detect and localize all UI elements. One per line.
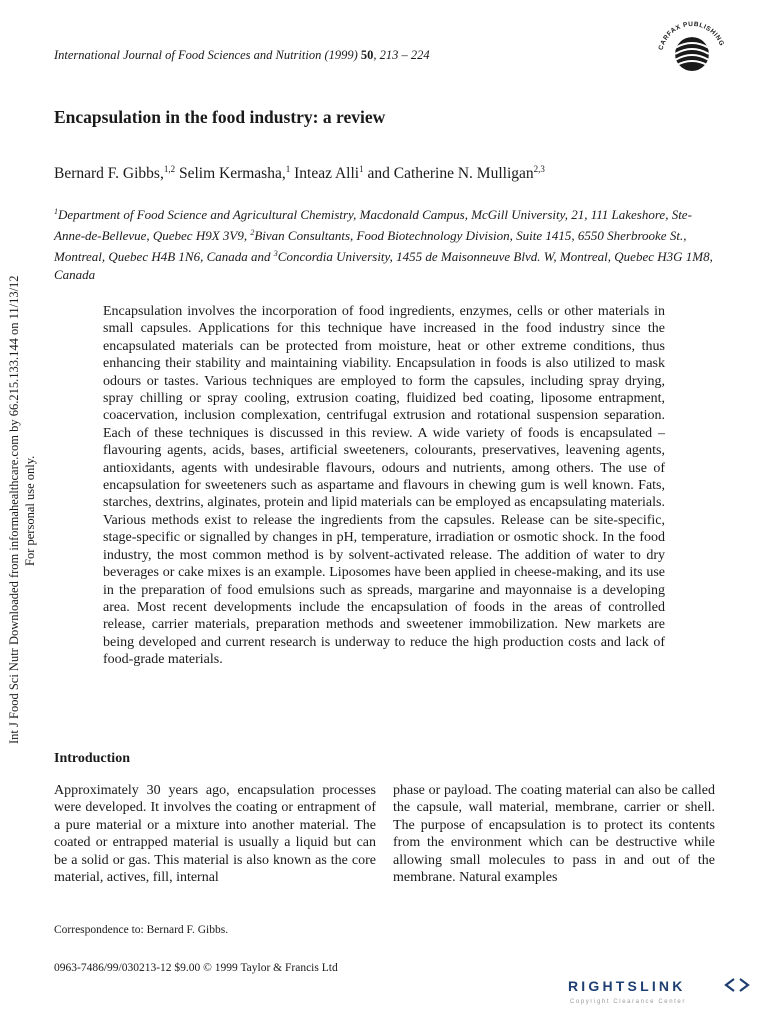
download-notice: Int J Food Sci Nutr Downloaded from informahealthcare.com by 66.215.133.144 on 11/13/12 <box>7 276 21 744</box>
affiliation-marker: 3 <box>273 249 278 258</box>
rightslink-text: RIGHTSLINK <box>568 978 686 994</box>
journal-citation <box>54 48 430 63</box>
journal-volume: 50 <box>360 48 374 62</box>
affiliation-text: Bivan Consultants, Food Biotechnology Division, Suite 1415, 6550 Sherbrooke St., Montreal, Quebec H4B 1N6, Canada and <box>54 228 687 264</box>
publisher-logo-text: CARFAX PUBLISHING <box>657 20 726 51</box>
article-title: Encapsulation in the food industry: a review <box>54 107 386 127</box>
author-list <box>54 164 545 183</box>
affiliation-marker: 1 <box>54 207 58 216</box>
journal-name: International Journal of Food Sciences and Nutrition (1999) <box>54 48 358 62</box>
rightslink-subtext: Copyright Clearance Center <box>570 999 686 1005</box>
affiliation-text: Department of Food Science and Agricultural Chemistry, Macdonald Campus, McGill University, 21, 111 Lakeshore, Ste-Anne-de-Bellevue, Quebec H9X 3V9, <box>54 207 692 243</box>
rightslink-logo[interactable] <box>568 976 752 1016</box>
copyright-footer: 0963-7486/99/030213-12 $9.00 © 1999 Taylor & Francis Ltd <box>54 962 338 974</box>
affiliation-marker: 2 <box>250 228 255 237</box>
author-affiliation-marker: 1 <box>359 164 364 174</box>
correspondence-note: Correspondence to: Bernard F. Gibbs. <box>54 924 229 936</box>
author-affiliation-marker: 1,2 <box>163 164 176 174</box>
download-watermark <box>5 276 45 746</box>
affiliations <box>54 203 714 284</box>
rightslink-arrow-icon <box>726 979 748 991</box>
personal-use-notice: For personal use only. <box>23 455 37 566</box>
author-name: and Catherine N. Mulligan <box>363 165 534 182</box>
journal-pages: , 213 – 224 <box>373 48 430 62</box>
author-affiliation-marker: 1 <box>285 164 291 174</box>
author-name: Bernard F. Gibbs, <box>54 165 164 182</box>
carfax-globe-logo <box>650 8 734 92</box>
body-column-right: phase or payload. The coating material can also be called the capsule, wall material, membrane, carrier or shell. The purpose of encapsulation is to protect its contents from the environment which can be destructive while allowing small molecules to pass in and out of the membrane. Natural examples <box>393 783 715 886</box>
author-name: Selim Kermasha, <box>175 165 286 182</box>
author-affiliation-marker: 2,3 <box>533 164 545 174</box>
section-heading: Introduction <box>54 751 130 766</box>
author-name: Inteaz Alli <box>290 165 360 182</box>
abstract: Encapsulation involves the incorporation of food ingredients, enzymes, cells or other materials in small capsules. Applications for this technique have increased in the food industry since the encapsulated materials can be protected from moisture, heat or other extreme conditions, thus enhancing their stability and maintaining viability. Encapsulation in foods is also utilized to mask odours or tastes. Various techniques are employed to form the capsules, including spray drying, spray chilling or spray cooling, extrusion coating, fluidized bed coating, liposome entrapment, coacervation, inclusion complexation, centrifugal extrusion and rotational suspension separation. Each of these techniques is discussed in this review. A wide variety of foods is encapsulated – flavouring agents, acids, bases, artificial sweeteners, colourants, preservatives, leavening agents, antioxidants, agents with undesirable flavours, odours and nutrients, among others. The use of encapsulation for sweeteners such as aspartame and flavours in chewing gum is well known. Fats, starches, dextrins, alginates, protein and lipid materials can be employed as encapsulating materials. Various methods exist to release the ingredients from the capsules. Release can be site-specific, stage-specific or signalled by changes in pH, temperature, irradiation or osmotic shock. In the food industry, the most common method is by solvent-activated release. The addition of water to dry beverages or cake mixes is an example. Liposomes have been applied in cheese-making, and its use in the preparation of food emulsions such as spreads, margarine and mayonnaise is a developing area. Most recent developments include the encapsulation of foods in the areas of controlled release, carrier materials, preparation methods and sweetener immobilization. New markets are being developed and current research is underway to reduce the high production costs and lack of food-grade materials. <box>103 304 665 668</box>
affiliation-text: Concordia University, 1455 de Maisonneuve Blvd. W, Montreal, Quebec H3G 1M8, Canada <box>54 249 713 282</box>
body-column-left: Approximately 30 years ago, encapsulation processes were developed. It involves the coating or entrapment of a pure material or a mixture into another material. The coated or entrapped material is usually a liquid but can be a solid or gas. This material is also known as the core material, actives, fill, internal <box>54 783 376 886</box>
